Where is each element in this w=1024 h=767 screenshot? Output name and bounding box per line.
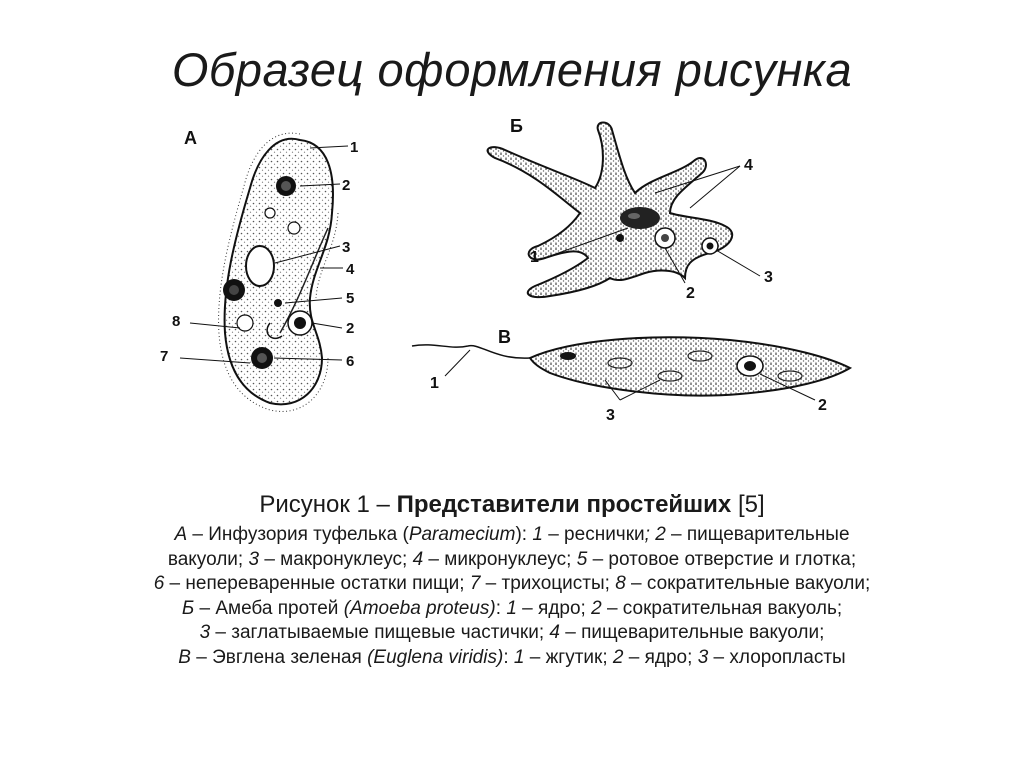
figure-caption-legend bbox=[40, 523, 984, 670]
caption-text-run: – микронуклеус; bbox=[423, 548, 577, 570]
caption-text-run: 2 bbox=[591, 597, 602, 619]
paramecium-drawing bbox=[160, 128, 358, 411]
caption-text-run: – сократительные вакуоли; bbox=[625, 573, 871, 594]
caption-text-run: 1 bbox=[532, 524, 543, 545]
caption-legend-line bbox=[40, 572, 984, 597]
paramecium-label: 5 bbox=[346, 290, 355, 307]
caption-text-run: – макронуклеус; bbox=[259, 548, 413, 570]
caption-text-run: 6 bbox=[153, 573, 165, 594]
paramecium-label: 3 bbox=[342, 239, 351, 256]
euglena-label: 2 bbox=[818, 397, 827, 414]
caption-text-run: 3 bbox=[199, 622, 211, 643]
paramecium-label: 2 bbox=[346, 320, 355, 337]
caption-ref: [5] bbox=[731, 491, 765, 518]
caption-text-run: – хлоропласты bbox=[708, 646, 846, 668]
caption-text-run: 4 bbox=[412, 548, 424, 570]
caption-text-run: А bbox=[174, 524, 188, 545]
caption-text-run: : bbox=[503, 646, 514, 668]
caption-text-run: В bbox=[178, 646, 191, 668]
caption-text-run: 5 bbox=[576, 548, 588, 570]
caption-legend-line bbox=[40, 597, 984, 622]
paramecium-label: 4 bbox=[346, 261, 355, 278]
caption-text-run: ; 2 bbox=[644, 524, 666, 545]
caption-text-run: : bbox=[495, 597, 507, 619]
amoeba-label: 3 bbox=[764, 269, 773, 286]
caption-text-run: 3 bbox=[697, 646, 709, 668]
amoeba-drawing bbox=[488, 118, 773, 302]
caption-legend-line bbox=[40, 548, 984, 573]
caption-text-run: 1 bbox=[506, 597, 517, 619]
paramecium-label: 2 bbox=[342, 177, 351, 194]
panel-c-letter: В bbox=[498, 327, 511, 347]
caption-text-run: 1 bbox=[513, 646, 525, 668]
panel-a-letter: А bbox=[184, 128, 197, 148]
caption-text-run: 3 bbox=[248, 548, 260, 570]
caption-text-run: – непереваренные остатки пищи; bbox=[164, 573, 470, 594]
caption-text-run: (Amoeba proteus) bbox=[343, 597, 496, 619]
caption-text-run: – трихоцисты; bbox=[480, 573, 616, 594]
caption-text-run: – ядро; bbox=[623, 646, 698, 668]
paramecium-label: 7 bbox=[160, 348, 169, 365]
caption-legend-line bbox=[40, 646, 984, 671]
protozoa-drawing bbox=[150, 118, 870, 436]
paramecium-label: 6 bbox=[346, 353, 355, 370]
caption-text-run: – Эвглена зеленая bbox=[190, 646, 368, 668]
caption-text-run: Paramecium bbox=[408, 524, 516, 545]
caption-text-run: – Амеба протей bbox=[194, 597, 344, 619]
caption-legend-line bbox=[40, 621, 984, 646]
caption-text-run: 7 bbox=[469, 573, 481, 594]
slide-title: Образец оформления рисунка bbox=[171, 43, 853, 96]
figure-caption-title bbox=[0, 491, 1024, 519]
caption-text-run: вакуоли; bbox=[167, 548, 249, 570]
panel-b-letter: Б bbox=[510, 118, 523, 136]
caption-text-run: – жгутик; bbox=[524, 646, 613, 668]
caption-text-run: – сократительная вакуоль; bbox=[601, 597, 843, 619]
amoeba-label: 2 bbox=[686, 285, 695, 302]
caption-prefix: Рисунок 1 – bbox=[259, 491, 397, 518]
caption-text-run: 8 bbox=[615, 573, 626, 594]
amoeba-label: 4 bbox=[744, 157, 753, 174]
paramecium-label: 8 bbox=[172, 313, 181, 330]
euglena-label: 1 bbox=[430, 375, 439, 392]
caption-text-run: – пищеварительные bbox=[665, 524, 850, 545]
caption-text-run: 4 bbox=[549, 622, 560, 643]
amoeba-label: 1 bbox=[530, 249, 539, 266]
euglena-drawing bbox=[412, 327, 850, 424]
caption-text-run: – заглатываемые пищевые частички; bbox=[210, 622, 550, 643]
caption-text-run: – реснички bbox=[542, 524, 645, 545]
protozoa-figure bbox=[150, 118, 870, 436]
euglena-label: 3 bbox=[606, 407, 615, 424]
caption-text-run: 2 bbox=[612, 646, 624, 668]
caption-text-run: – ротовое отверстие и глотка; bbox=[587, 548, 857, 570]
caption-text-run: – пищеварительные вакуоли; bbox=[559, 622, 825, 643]
caption-text-run: ): bbox=[515, 524, 533, 545]
caption-text-run: (Euglena viridis) bbox=[367, 646, 504, 668]
paramecium-label: 1 bbox=[350, 139, 359, 156]
caption-text-run: – Инфузория туфелька ( bbox=[187, 524, 409, 545]
caption-text-run: Б bbox=[181, 597, 195, 619]
caption-title: Представители простейших bbox=[396, 491, 732, 518]
caption-legend-line bbox=[40, 523, 984, 548]
caption-text-run: – ядро; bbox=[516, 597, 592, 619]
